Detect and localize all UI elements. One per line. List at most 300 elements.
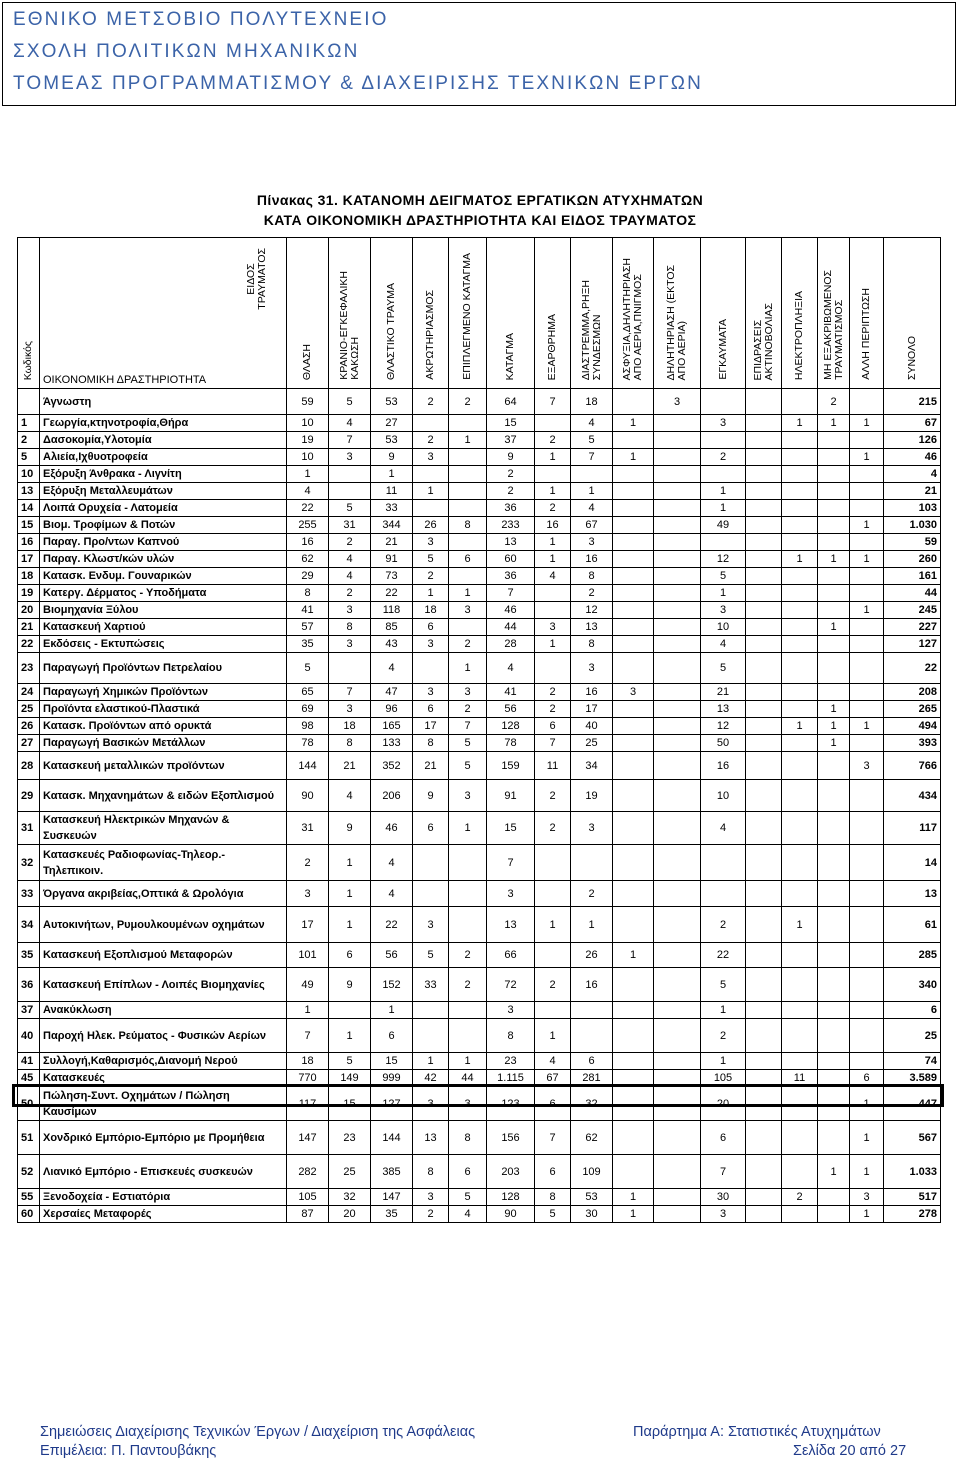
- row-activity: Αλιεία,Ιχθυοτροφεία: [40, 449, 287, 466]
- table-cell: [654, 845, 701, 881]
- table-cell: [782, 636, 818, 653]
- table-cell: 6: [701, 1121, 746, 1155]
- table-cell: 6: [850, 1070, 884, 1087]
- table-cell: 2: [701, 449, 746, 466]
- table-cell: [413, 500, 449, 517]
- table-cell: [613, 585, 654, 602]
- table-row: [18, 653, 941, 684]
- table-cell: [782, 466, 818, 483]
- table-row: [18, 907, 941, 943]
- table-cell: [613, 653, 654, 684]
- table-cell: 64: [487, 389, 535, 415]
- table-cell: 1: [701, 1053, 746, 1070]
- table-cell: [413, 466, 449, 483]
- injury-column-label: ΑΛΛΗ ΠΕΡΙΠΤΩΣΗ: [860, 288, 872, 380]
- table-cell: 5: [701, 968, 746, 1002]
- table-cell: [535, 585, 571, 602]
- table-cell: 2: [782, 1189, 818, 1206]
- table-cell: 69: [287, 701, 329, 718]
- row-activity: Λιανικό Εμπόριο - Επισκευές συσκευών: [40, 1155, 287, 1189]
- table-cell: 1: [818, 415, 850, 432]
- table-cell: 35: [287, 636, 329, 653]
- table-cell: [654, 684, 701, 701]
- injury-column-label: ΑΚΡΩΤΗΡΙΑΣΜΟΣ: [424, 290, 436, 380]
- table-cell: 43: [371, 636, 413, 653]
- table-cell: [746, 585, 782, 602]
- table-cell: [413, 1002, 449, 1019]
- table-cell: 101: [287, 943, 329, 968]
- table-cell: 128: [487, 1189, 535, 1206]
- table-cell: [571, 466, 613, 483]
- row-code: 45: [18, 1070, 40, 1087]
- table-cell: [654, 812, 701, 845]
- table-cell: [782, 1121, 818, 1155]
- table-cell: [782, 752, 818, 780]
- table-cell: 7: [487, 845, 535, 881]
- table-cell: 7: [449, 718, 487, 735]
- university-name: ΕΘΝΙΚΟ ΜΕΤΣΟΒΙΟ ΠΟΛΥΤΕΧΝΕΙΟ: [13, 9, 389, 30]
- table-cell: 18: [329, 718, 371, 735]
- table-cell: 385: [371, 1155, 413, 1189]
- row-code: 52: [18, 1155, 40, 1189]
- row-total: 59: [884, 534, 941, 551]
- table-cell: 5: [701, 568, 746, 585]
- row-code: 37: [18, 1002, 40, 1019]
- table-cell: [613, 968, 654, 1002]
- row-code: 36: [18, 968, 40, 1002]
- table-cell: [782, 968, 818, 1002]
- row-activity: Χονδρικό Εμπόριο-Εμπόριο με Προμήθεια: [40, 1121, 287, 1155]
- table-cell: 20: [329, 1206, 371, 1223]
- table-cell: [782, 812, 818, 845]
- injury-column-header: [818, 238, 850, 389]
- table-cell: [850, 735, 884, 752]
- table-cell: [613, 619, 654, 636]
- table-cell: 3: [413, 684, 449, 701]
- table-cell: [850, 881, 884, 907]
- table-cell: 3: [613, 684, 654, 701]
- table-cell: [818, 602, 850, 619]
- table-cell: 344: [371, 517, 413, 534]
- table-cell: 6: [413, 619, 449, 636]
- table-cell: [613, 517, 654, 534]
- table-cell: 149: [329, 1070, 371, 1087]
- table-row: [18, 449, 941, 466]
- table-cell: [654, 735, 701, 752]
- table-cell: 147: [371, 1189, 413, 1206]
- table-cell: 37: [487, 432, 535, 449]
- table-cell: [818, 943, 850, 968]
- table-cell: [701, 466, 746, 483]
- table-cell: 1: [818, 701, 850, 718]
- table-cell: [818, 968, 850, 1002]
- table-cell: 105: [287, 1189, 329, 1206]
- table-cell: [818, 517, 850, 534]
- table-cell: [782, 780, 818, 812]
- table-cell: [850, 483, 884, 500]
- table-cell: 2: [535, 968, 571, 1002]
- table-cell: 19: [287, 432, 329, 449]
- table-cell: [535, 845, 571, 881]
- table-cell: 31: [287, 812, 329, 845]
- table-cell: [449, 500, 487, 517]
- table-row: [18, 389, 941, 415]
- row-activity: Εξόρυξη Άνθρακα - Λιγνίτη: [40, 466, 287, 483]
- table-cell: 1: [701, 483, 746, 500]
- table-cell: 1: [329, 845, 371, 881]
- table-cell: 3: [701, 415, 746, 432]
- table-cell: [613, 551, 654, 568]
- table-cell: [746, 1206, 782, 1223]
- table-cell: 5: [287, 653, 329, 684]
- table-cell: [571, 1019, 613, 1053]
- table-cell: [850, 389, 884, 415]
- table-cell: 3: [850, 752, 884, 780]
- row-activity: Κατασκευή μεταλλικών προϊόντων: [40, 752, 287, 780]
- row-code: 22: [18, 636, 40, 653]
- table-cell: [654, 568, 701, 585]
- row-total: 117: [884, 812, 941, 845]
- row-code: 26: [18, 718, 40, 735]
- table-cell: [746, 568, 782, 585]
- table-cell: [413, 881, 449, 907]
- table-cell: [746, 534, 782, 551]
- table-cell: 42: [413, 1070, 449, 1087]
- table-cell: 2: [449, 943, 487, 968]
- row-code: 25: [18, 701, 40, 718]
- table-cell: [782, 1002, 818, 1019]
- table-cell: 1: [371, 466, 413, 483]
- row-code: 21: [18, 619, 40, 636]
- table-cell: [746, 907, 782, 943]
- row-code: 35: [18, 943, 40, 968]
- table-cell: 2: [535, 780, 571, 812]
- table-cell: 3: [487, 881, 535, 907]
- table-cell: 2: [535, 684, 571, 701]
- table-cell: [782, 1087, 818, 1121]
- table-cell: 49: [701, 517, 746, 534]
- table-cell: [654, 1206, 701, 1223]
- table-cell: [654, 1087, 701, 1121]
- row-total: 517: [884, 1189, 941, 1206]
- row-activity: Κατασκευή Εξοπλισμού Μεταφορών: [40, 943, 287, 968]
- table-cell: 2: [535, 500, 571, 517]
- table-cell: [850, 534, 884, 551]
- table-cell: 1: [782, 718, 818, 735]
- row-total: 567: [884, 1121, 941, 1155]
- table-cell: 770: [287, 1070, 329, 1087]
- table-cell: 46: [487, 602, 535, 619]
- table-cell: [654, 466, 701, 483]
- table-cell: 3: [571, 534, 613, 551]
- row-code: 51: [18, 1121, 40, 1155]
- row-activity: Κατασκ. Προϊόντων από ορυκτά: [40, 718, 287, 735]
- table-cell: [654, 602, 701, 619]
- row-activity: Παραγωγή Χημικών Προϊόντων: [40, 684, 287, 701]
- table-cell: 6: [413, 812, 449, 845]
- table-cell: 46: [371, 812, 413, 845]
- row-activity: Κατασκ. Ενδυμ. Γουναρικών: [40, 568, 287, 585]
- injury-column-header: [782, 238, 818, 389]
- table-cell: 1: [850, 1087, 884, 1121]
- table-cell: [746, 636, 782, 653]
- department-name: ΤΟΜΕΑΣ ΠΡΟΓΡΑΜΜΑΤΙΣΜΟΥ & ΔΙΑΧΕΙΡΙΣΗΣ ΤΕΧΝΙΚΩΝ ΕΡΓΩΝ: [13, 73, 703, 94]
- table-cell: 4: [329, 568, 371, 585]
- table-cell: [329, 483, 371, 500]
- row-activity: Ξενοδοχεία - Εστιατόρια: [40, 1189, 287, 1206]
- injury-column-header: [487, 238, 535, 389]
- table-cell: 1: [818, 718, 850, 735]
- table-cell: 78: [487, 735, 535, 752]
- injury-column-label: ΗΛΕΚΤΡΟΠΛΗΞΙΑ: [793, 290, 805, 380]
- table-cell: 21: [371, 534, 413, 551]
- table-cell: [782, 619, 818, 636]
- table-cell: 7: [535, 389, 571, 415]
- table-cell: [818, 1070, 850, 1087]
- table-cell: [654, 415, 701, 432]
- table-cell: [535, 415, 571, 432]
- table-cell: 7: [701, 1155, 746, 1189]
- table-row: [18, 684, 941, 701]
- table-cell: 53: [371, 432, 413, 449]
- table-cell: 49: [287, 968, 329, 1002]
- row-code: 60: [18, 1206, 40, 1223]
- row-code: 15: [18, 517, 40, 534]
- table-cell: 352: [371, 752, 413, 780]
- table-cell: [613, 780, 654, 812]
- table-cell: [818, 1121, 850, 1155]
- table-row: [18, 1002, 941, 1019]
- table-row: [18, 881, 941, 907]
- table-cell: 21: [701, 684, 746, 701]
- table-cell: [449, 1002, 487, 1019]
- table-cell: 16: [287, 534, 329, 551]
- row-code: 50: [18, 1087, 40, 1121]
- table-cell: [850, 968, 884, 1002]
- table-cell: [413, 415, 449, 432]
- table-cell: 1: [287, 1002, 329, 1019]
- table-cell: 13: [413, 1121, 449, 1155]
- table-cell: [818, 1189, 850, 1206]
- table-cell: [613, 636, 654, 653]
- table-cell: 3: [850, 1189, 884, 1206]
- activity-column-header: [40, 238, 287, 389]
- table-cell: 90: [287, 780, 329, 812]
- table-cell: 20: [701, 1087, 746, 1121]
- table-cell: 282: [287, 1155, 329, 1189]
- injury-column-label: ΕΠΙΔΡΑΣΕΙΣ ΑΚΤΙΝΟΒΟΛΙΑΣ: [751, 302, 775, 380]
- table-cell: [782, 943, 818, 968]
- table-cell: 3: [701, 602, 746, 619]
- table-cell: 91: [371, 551, 413, 568]
- table-cell: [449, 1019, 487, 1053]
- footer-page-number: Σελίδα 20 από 27: [793, 1443, 907, 1459]
- table-cell: 19: [571, 780, 613, 812]
- row-activity: Άγνωστη: [40, 389, 287, 415]
- table-cell: 4: [701, 636, 746, 653]
- table-cell: 1: [329, 881, 371, 907]
- table-cell: 6: [371, 1019, 413, 1053]
- table-cell: 1: [782, 907, 818, 943]
- table-cell: [746, 780, 782, 812]
- injury-column-header: [449, 238, 487, 389]
- row-code: 33: [18, 881, 40, 907]
- injury-column-header: [329, 238, 371, 389]
- table-cell: 8: [571, 636, 613, 653]
- table-row: [18, 812, 941, 845]
- table-cell: 1: [701, 1002, 746, 1019]
- table-cell: 5: [535, 1206, 571, 1223]
- code-header-label: Κωδικός: [22, 340, 34, 380]
- table-cell: 1: [413, 585, 449, 602]
- table-cell: [818, 845, 850, 881]
- table-row: [18, 619, 941, 636]
- table-cell: 3: [329, 701, 371, 718]
- row-total: 393: [884, 735, 941, 752]
- table-cell: [850, 500, 884, 517]
- table-cell: [818, 907, 850, 943]
- table-cell: 60: [487, 551, 535, 568]
- row-code: [18, 389, 40, 415]
- injury-column-label: ΣΥΝΟΛΟ: [905, 335, 918, 380]
- table-cell: [613, 907, 654, 943]
- table-cell: [782, 568, 818, 585]
- table-cell: 7: [329, 684, 371, 701]
- table-cell: 96: [371, 701, 413, 718]
- table-cell: 4: [535, 568, 571, 585]
- table-cell: 33: [371, 500, 413, 517]
- table-cell: 10: [287, 449, 329, 466]
- table-caption-line1: Πίνακας 31. ΚΑΤΑΝΟΜΗ ΔΕΙΓΜΑΤΟΣ ΕΡΓΑΤΙΚΩΝ ΑΤΥΧΗΜΑΤΩΝ: [256, 192, 704, 208]
- table-cell: 44: [449, 1070, 487, 1087]
- table-row: [18, 534, 941, 551]
- row-activity: Λοιπά Ορυχεία - Λατομεία: [40, 500, 287, 517]
- injury-column-header: [535, 238, 571, 389]
- table-cell: 7: [535, 735, 571, 752]
- table-cell: 9: [329, 968, 371, 1002]
- table-cell: [654, 1189, 701, 1206]
- table-cell: 5: [413, 943, 449, 968]
- row-activity: Παραγωγή Βασικών Μετάλλων: [40, 735, 287, 752]
- table-cell: 65: [287, 684, 329, 701]
- table-cell: [701, 881, 746, 907]
- row-code: 20: [18, 602, 40, 619]
- table-cell: 44: [487, 619, 535, 636]
- row-code: 1: [18, 415, 40, 432]
- table-cell: [449, 534, 487, 551]
- table-cell: 22: [701, 943, 746, 968]
- table-cell: [613, 812, 654, 845]
- table-cell: 4: [329, 415, 371, 432]
- table-cell: 78: [287, 735, 329, 752]
- row-total: 208: [884, 684, 941, 701]
- injury-column-label: ΘΛΑΣΗ: [301, 343, 313, 380]
- table-cell: [746, 551, 782, 568]
- table-cell: 4: [371, 881, 413, 907]
- table-cell: 30: [701, 1189, 746, 1206]
- table-row: [18, 735, 941, 752]
- table-cell: 1: [701, 585, 746, 602]
- injury-column-label: ΚΑΤΑΓΜΑ: [504, 332, 516, 380]
- table-cell: [818, 684, 850, 701]
- table-cell: 11: [535, 752, 571, 780]
- row-code: 14: [18, 500, 40, 517]
- table-cell: 16: [571, 551, 613, 568]
- table-row: [18, 968, 941, 1002]
- row-code: 32: [18, 845, 40, 881]
- table-cell: 1: [449, 812, 487, 845]
- row-total: 766: [884, 752, 941, 780]
- table-cell: 2: [449, 968, 487, 1002]
- table-cell: 6: [329, 943, 371, 968]
- table-row: [18, 780, 941, 812]
- table-cell: [746, 1087, 782, 1121]
- table-cell: [746, 1070, 782, 1087]
- table-cell: 1: [371, 1002, 413, 1019]
- table-cell: 87: [287, 1206, 329, 1223]
- table-cell: 1: [701, 500, 746, 517]
- table-cell: 56: [487, 701, 535, 718]
- table-cell: [654, 1070, 701, 1087]
- table-cell: 8: [287, 585, 329, 602]
- table-cell: 1: [818, 551, 850, 568]
- row-code: 40: [18, 1019, 40, 1053]
- row-total: 4: [884, 466, 941, 483]
- row-activity: Δασοκομία,Υλοτομία: [40, 432, 287, 449]
- row-total: 494: [884, 718, 941, 735]
- table-row: [18, 1070, 941, 1087]
- table-cell: [654, 432, 701, 449]
- table-cell: [782, 653, 818, 684]
- table-cell: 1: [571, 483, 613, 500]
- table-cell: 1: [782, 551, 818, 568]
- table-row: [18, 517, 941, 534]
- table-cell: 6: [449, 551, 487, 568]
- table-cell: [782, 735, 818, 752]
- table-cell: [850, 684, 884, 701]
- table-cell: 1: [613, 1206, 654, 1223]
- table-cell: [613, 568, 654, 585]
- row-total: 340: [884, 968, 941, 1002]
- row-total: 161: [884, 568, 941, 585]
- row-activity: Παραγωγή Προϊόντων Πετρελαίου: [40, 653, 287, 684]
- table-cell: 5: [329, 500, 371, 517]
- row-total: 61: [884, 907, 941, 943]
- table-cell: 1: [850, 1121, 884, 1155]
- table-cell: 7: [487, 585, 535, 602]
- table-cell: [782, 449, 818, 466]
- table-cell: 1: [818, 619, 850, 636]
- table-cell: [449, 568, 487, 585]
- table-cell: [850, 812, 884, 845]
- table-cell: [654, 968, 701, 1002]
- table-cell: [654, 534, 701, 551]
- table-cell: [850, 432, 884, 449]
- injury-column-header: [371, 238, 413, 389]
- row-activity: Κατασκευή Επίπλων - Λοιπές Βιομηχανίες: [40, 968, 287, 1002]
- table-cell: [746, 684, 782, 701]
- row-total: 3.589: [884, 1070, 941, 1087]
- table-cell: [654, 619, 701, 636]
- table-row: [18, 1053, 941, 1070]
- table-row: [18, 845, 941, 881]
- table-cell: [449, 881, 487, 907]
- table-cell: [746, 752, 782, 780]
- table-cell: 109: [571, 1155, 613, 1189]
- table-cell: 2: [449, 389, 487, 415]
- table-cell: [449, 619, 487, 636]
- table-cell: [746, 500, 782, 517]
